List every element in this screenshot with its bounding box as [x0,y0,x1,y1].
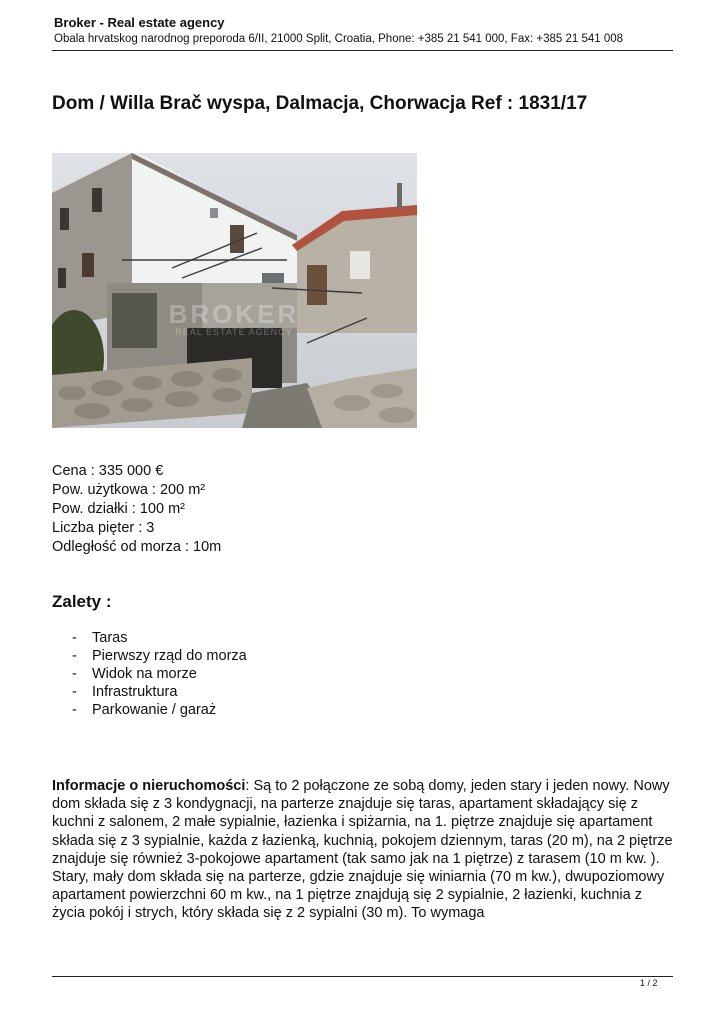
advantages-list [72,629,247,719]
spec-price: Cena : 335 000 € [52,463,164,479]
description-text: : Są to 2 połączone ze sobą domy, jeden stary i jeden nowy. Nowy dom składa się z 3 kondygnacji, na parterze znajduje się taras, apartament składający się z kuchni z salonem, 2 małe sypialnie, łazienka i spiżarnia, na 1. piętrze znajduje się apartament składa się z 3 sypialnie, każda z łazienką, kuchnią, pokojem dziennym, taras (20 m), na 2 piętrze znajduje się również 3-pokojowe apartament (tak samo jak na 1 piętrze) z tarasem (10 m kw. ). Stary, mały dom składa się na parterze, gdzie znajduje się winiarnia (70 m kw.), dwupoziomowy apartament powierzchni 60 m kw., na 1 piętrze znajdują się 2 sypialnie, 2 łazienki, kuchnia z życia pokój i strych, który składa się z 2 sypialni (30 m). To wymaga [52,778,673,922]
spec-floors: Liczba pięter : 3 [52,520,155,536]
bullet-dash: - [72,630,77,646]
agency-address: Obala hrvatskog narodnog preporoda 6/II, 21000 Split, Croatia, Phone: +385 21 541 000, Fax: +385 21 541 008 [54,33,624,45]
advantage-label: Pierwszy rząd do morza [92,648,247,664]
bullet-dash: - [72,648,77,664]
property-specs [52,462,221,557]
property-photo [52,153,417,428]
property-description [52,777,677,923]
spec-plot-area: Pow. działki : 100 m² [52,501,185,517]
footer-divider [52,976,673,977]
bullet-dash: - [72,666,77,682]
page-header [54,15,674,47]
spec-sea-distance: Odległość od morza : 10m [52,539,222,555]
header-divider [52,50,673,51]
agency-name: Broker - Real estate agency [54,15,225,30]
list-item [72,701,247,719]
advantages-heading: Zalety : [52,592,112,611]
page-number: 1 / 2 [640,978,658,988]
advantage-label: Parkowanie / garaż [92,702,217,718]
list-item [72,665,247,683]
listing-title: Dom / Willa Brač wyspa, Dalmacja, Chorwacja Ref : 1831/17 [52,93,588,114]
advantage-label: Taras [92,630,128,646]
advantage-label: Widok na morze [92,666,197,682]
bullet-dash: - [72,702,77,718]
list-item [72,629,247,647]
list-item [72,647,247,665]
advantage-label: Infrastruktura [92,684,178,700]
bullet-dash: - [72,684,77,700]
description-label: Informacje o nieruchomości [52,778,246,794]
photo-watermark-sub: REAL ESTATE AGENCY [175,327,293,337]
list-item [72,683,247,701]
photo-watermark: BROKER [168,299,300,329]
spec-living-area: Pow. użytkowa : 200 m² [52,482,206,498]
